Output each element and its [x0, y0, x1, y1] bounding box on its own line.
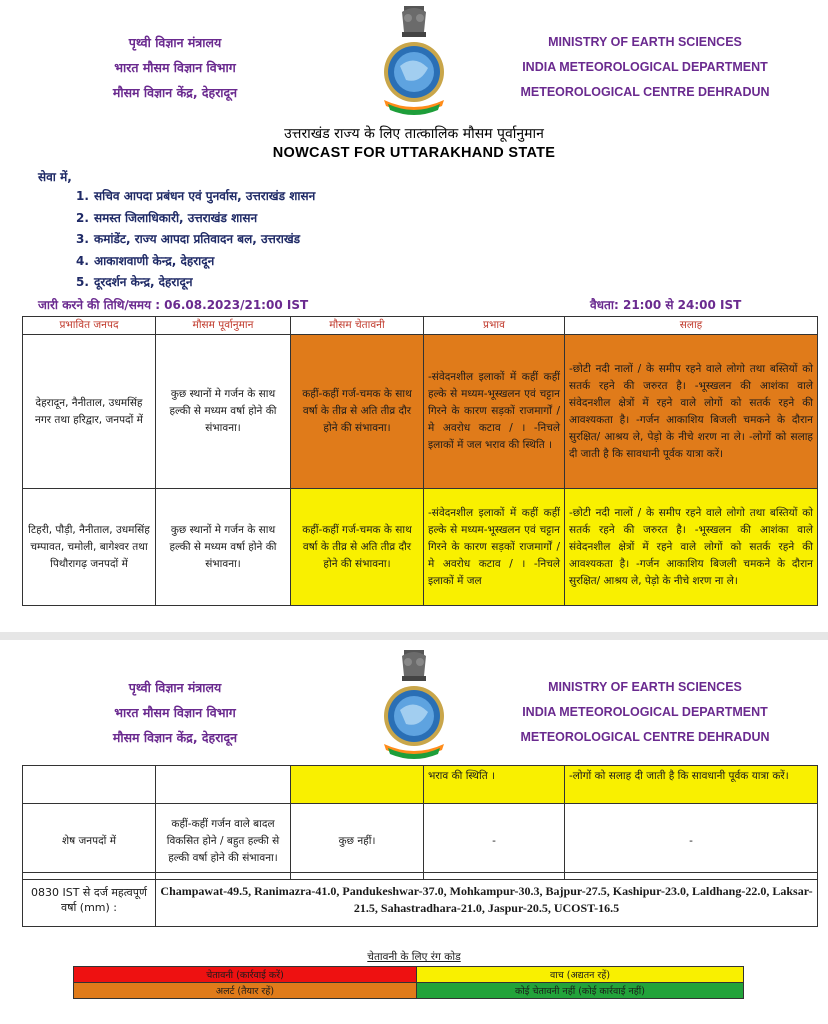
impact-cell: भराव की स्थिति । [424, 766, 565, 804]
warning-cell: कुछ नहीं। [291, 804, 424, 880]
ministry-header-hindi [70, 30, 280, 105]
ministry-header-english [505, 30, 785, 105]
centre-name-hi: मौसम विज्ञान केंद्र, देहरादून [112, 730, 238, 745]
title-hindi: उत्तराखंड राज्य के लिए तात्कालिक मौसम पूर्वानुमान [284, 126, 544, 142]
validity-period: वैधता: 21:00 से 24:00 IST [590, 298, 742, 312]
advisory-cell: -छोटी नदी नालों / के समीप रहने वाले लोगो तथा बस्तियों को सतर्क रहने की जरुरत है। -भूस्खलन की आशंका वाले संवेदनशील क्षेत्रों में रहने वाले लोगों को सतर्क रहने की आवश्यकता है। -गर्जन आकाशिय बिजली चमकने के दौरान सुरक्षित/ आश्रय ले, पेड़ो के नीचे शरण ना ले। [565, 489, 818, 606]
rainfall-table [22, 872, 818, 927]
legend-row [74, 983, 744, 999]
legend-alert: अलर्ट (तैयार रहें) [74, 983, 417, 999]
advisory-cell: - [565, 804, 818, 880]
ministry-name-en: MINISTRY OF EARTH SCIENCES [548, 680, 742, 694]
recipient-item: 4. आकाशवाणी केन्द्र, देहरादून [76, 253, 215, 268]
ministry-header-hindi [70, 675, 280, 750]
department-name-hi: भारत मौसम विज्ञान विभाग [114, 705, 236, 720]
recipient-item: 5. दूरदर्शन केन्द्र, देहरादून [76, 275, 193, 289]
legend-watch: वाच (अद्यतन रहें) [417, 967, 744, 983]
table-row [23, 804, 818, 880]
districts-cell: देहरादून, नैनीताल, उधमसिंह नगर तथा हरिद्वार, जनपदों में [23, 335, 156, 489]
header-affected-districts: प्रभावित जनपद [23, 317, 156, 335]
page-separator [0, 632, 828, 640]
imd-emblem-icon [378, 648, 450, 760]
districts-cell: शेष जनपदों में [23, 804, 156, 880]
header-advisory: सलाह [565, 317, 818, 335]
table-header-row [23, 317, 818, 335]
department-name-en: INDIA METEOROLOGICAL DEPARTMENT [522, 60, 768, 74]
rainfall-label: 0830 IST से दर्ज महत्वपूर्ण वर्षा (mm) : [23, 873, 156, 927]
districts-cell [23, 766, 156, 804]
table-row [23, 489, 818, 606]
forecast-cell: कुछ स्थानों मे गर्जन के साथ हल्की से मध्यम वर्षा होने की संभावना। [156, 335, 291, 489]
to-label: सेवा में, [38, 170, 72, 184]
imd-emblem-icon [378, 4, 450, 116]
forecast-cell: कुछ स्थानों मे गर्जन के साथ हल्की से मध्यम वर्षा होने की संभावना। [156, 489, 291, 606]
header-warning: मौसम चेतावनी [291, 317, 424, 335]
impact-cell: -संवेदनशील इलाकों में कहीं कहीं हल्के से मध्यम-भूस्खलन एवं चट्टान गिरने के कारण सड़कों राजमार्गों / मे अवरोध कटाव / । -निचले इलाकों में जल [424, 489, 565, 606]
header-forecast: मौसम पूर्वानुमान [156, 317, 291, 335]
ministry-name-hi: पृथ्वी विज्ञान मंत्रालय [128, 35, 222, 50]
warning-cell [291, 766, 424, 804]
centre-name-en: METEOROLOGICAL CENTRE DEHRADUN [520, 85, 770, 99]
legend-no-warning: कोई चेतावनी नहीं (कोई कार्रवाई नहीं) [417, 983, 744, 999]
table-row [23, 766, 818, 804]
forecast-cell: कहीं-कहीं गर्जन वाले बादल विकसित होने / बहुत हल्की से हल्की वर्षा होने की संभावना। [156, 804, 291, 880]
centre-name-hi: मौसम विज्ञान केंद्र, देहरादून [112, 85, 238, 100]
recipient-list [76, 186, 315, 294]
recipient-item: 2. समस्त जिलाधिकारी, उत्तराखंड शासन [76, 210, 258, 225]
ministry-name-hi: पृथ्वी विज्ञान मंत्रालय [128, 680, 222, 695]
recipient-item: 1. सचिव आपदा प्रबंधन एवं पुनर्वास, उत्तराखंड शासन [76, 189, 316, 203]
issue-datetime: जारी करने की तिथि/समय : 06.08.2023/21:00 IST [38, 298, 309, 312]
color-code-legend [73, 966, 744, 999]
impact-cell: -संवेदनशील इलाकों में कहीं कहीं हल्के से मध्यम-भूस्खलन एवं चट्टान गिरने के कारण सड़कों राजमार्गों / मे अवरोध कटाव / । -निचले इलाकों में जल भराव की स्थिति । [424, 335, 565, 489]
table-row [23, 335, 818, 489]
recipient-item: 3. कमांडेंट, राज्य आपदा प्रतिवादन बल, उत्तराखंड [76, 232, 301, 246]
table-row [23, 873, 818, 927]
warning-cell: कहीं-कहीं गर्ज-चमक के साथ वर्षा के तीव्र से अति तीव्र दौर होने की संभावना। [291, 335, 424, 489]
forecast-cell [156, 766, 291, 804]
title-english: NOWCAST FOR UTTARAKHAND STATE [272, 145, 556, 161]
nowcast-table [22, 316, 818, 606]
ministry-header-english [505, 675, 785, 750]
department-name-hi: भारत मौसम विज्ञान विभाग [114, 60, 236, 75]
legend-row [74, 967, 744, 983]
nowcast-page-2 [0, 640, 828, 1024]
impact-cell: - [424, 804, 565, 880]
header-impact: प्रभाव [424, 317, 565, 335]
rainfall-stations: Champawat-49.5, Ranimazra-41.0, Pandukeshwar-37.0, Mohkampur-30.3, Bajpur-27.5, Kashipur-23.0, Laldhang-22.0, Laksar-21.5, Sahastradhara-21.0, Jaspur-20.5, UCOST-16.5 [156, 873, 818, 927]
legend-warning: चेतावनी (कार्रवाई करें) [74, 967, 417, 983]
nowcast-table-continued [22, 765, 818, 880]
centre-name-en: METEOROLOGICAL CENTRE DEHRADUN [520, 730, 770, 744]
legend-title: चेतावनी के लिए रंग कोड [367, 951, 461, 963]
advisory-cell: -लोगों को सलाह दी जाती है कि सावधानी पूर्वक यात्रा करें। [565, 766, 818, 804]
advisory-cell: -छोटी नदी नालों / के समीप रहने वाले लोगो तथा बस्तियों को सतर्क रहने की जरुरत है। -भूस्खलन की आशंका वाले संवेदनशील क्षेत्रों में रहने वाले लोगों को सतर्क रहने की आवश्यकता है। -गर्जन आकाशिय बिजली चमकने के दौरान सुरक्षित/ आश्रय ले, पेड़ो के नीचे शरण ना ले। -लोगों को सलाह दी जाती है कि सावधानी पूर्वक यात्रा करें। [565, 335, 818, 489]
department-name-en: INDIA METEOROLOGICAL DEPARTMENT [522, 705, 768, 719]
warning-cell: कहीं-कहीं गर्ज-चमक के साथ वर्षा के तीव्र से अति तीव्र दौर होने की संभावना। [291, 489, 424, 606]
ministry-name-en: MINISTRY OF EARTH SCIENCES [548, 35, 742, 49]
districts-cell: टिहरी, पौड़ी, नैनीताल, उधमसिंह चम्पावत, चमोली, बागेश्वर तथा पिथौरागढ़ जनपदों में [23, 489, 156, 606]
